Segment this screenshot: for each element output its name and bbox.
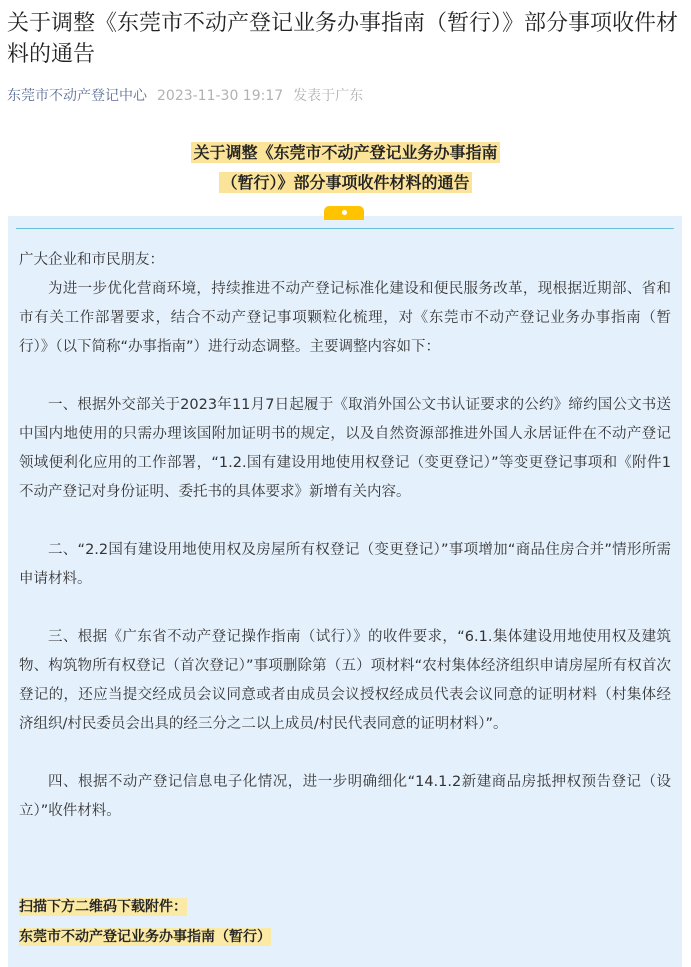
headline-line-1: 关于调整《东莞市不动产登记业务办事指南 [193, 143, 498, 162]
tab-decoration-icon [324, 206, 364, 220]
headline-line-2: （暂行）》部分事项收件材料的通告 [221, 173, 470, 192]
author-link[interactable]: 东莞市不动产登记中心 [7, 88, 147, 104]
attachment-title[interactable]: 东莞市不动产登记业务办事指南（暂行） [19, 929, 271, 945]
item-3-paragraph: 三、根据《广东省不动产登记操作指南（试行）》的收件要求，“6.1.集体建设用地使用权及建筑物、构筑物所有权登记（首次登记）”事项删除第（五）项材料“农村集体经济组织申请房屋所有权首次登记的，还应当提交经成员会议同意或者由成员会议授权经成员代表会议同意的证明材料（村集体经济组织/村民委员会出具的经三分之二以上成员/村民代表同意的证明材料）”。 [19, 629, 671, 732]
divider [16, 228, 674, 229]
greeting: 广大企业和市民朋友： [19, 252, 164, 268]
item-2-paragraph: 二、“2.2国有建设用地使用权及房屋所有权登记（变更登记）”事项增加“商品住房合并”情形所需申请材料。 [19, 542, 671, 587]
article-title: 关于调整《东莞市不动产登记业务办事指南（暂行）》部分事项收件材料的通告 [7, 11, 679, 67]
notice-body [19, 246, 671, 826]
notice-headline [0, 138, 691, 198]
item-4-paragraph: 四、根据不动产登记信息电子化情况，进一步明确细化“14.1.2新建商品房抵押权预告登记（设立）”收件材料。 [19, 774, 671, 819]
scan-qr-label: 扫描下方二维码下载附件： [19, 899, 187, 915]
content-panel [8, 216, 682, 967]
article-meta [7, 86, 363, 106]
item-1-paragraph: 一、根据外交部关于2023年11月7日起履于《取消外国公文书认证要求的公约》缔约国公文书送中国内地使用的只需办理该国附加证明书的规定，以及自然资源部推进外国人永居证件在不动产登记领域便利化应用的工作部署，“1.2.国有建设用地使用权登记（变更登记）”等变更登记事项和《附件1不动产登记对身份证明、委托书的具体要求》新增有关内容。 [19, 397, 671, 500]
intro-paragraph: 为进一步优化营商环境，持续推进不动产登记标准化建设和便民服务改革，现根据近期部、省和市有关工作部署要求，结合不动产登记事项颗粒化梳理，对《东莞市不动产登记业务办事指南（暂行）》（以下简称“办事指南”）进行动态调整。主要调整内容如下： [19, 281, 671, 355]
publish-date: 2023-11-30 19:17 [157, 88, 284, 104]
publish-location: 发表于广东 [293, 88, 364, 104]
